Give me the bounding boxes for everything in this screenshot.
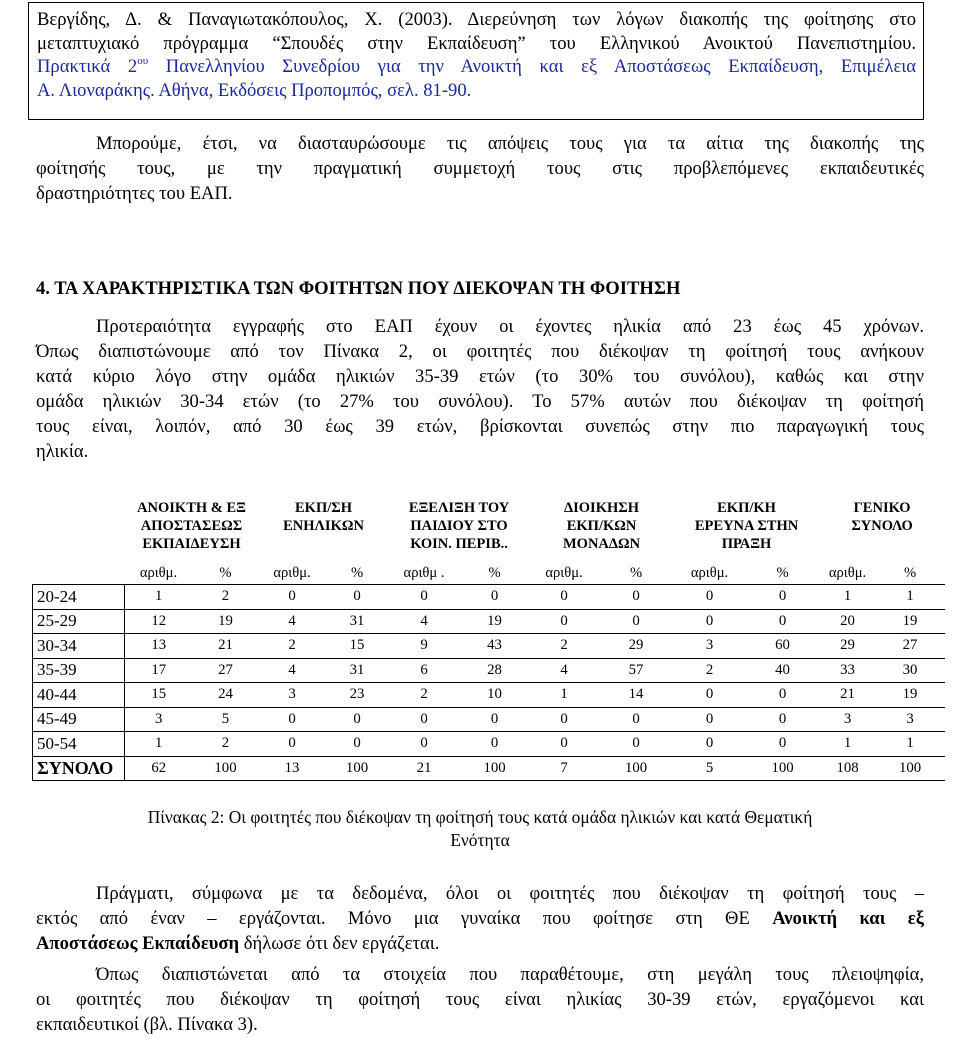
age-group-label: 30-34 [33,634,125,659]
column-group-header-line: ΕΚΠ/ΚΩΝ [566,518,637,534]
percent-cell: 0 [746,683,820,708]
paragraph-line: τους είναι, λοιπόν, από 30 έως 39 ετών, βρίσκονται συνεπώς στην πιο παραγωγική τους [36,416,924,437]
percent-cell: 31 [326,658,389,683]
paragraph-line: εκπαιδευτικοί (βλ. Πίνακα 3). [36,1014,258,1035]
percent-cell: 100 [193,756,259,781]
count-cell: 108 [820,756,876,781]
percent-cell: 0 [326,732,389,757]
percent-cell: 19 [193,609,259,634]
count-unit-header: αριθμ . [389,563,460,585]
paragraph-line: κατά κύριο λόγο στην ομάδα ηλικιών 35-39 ετών (το 30% του συνόλου), καθώς και στην [36,366,924,387]
citation-text: Πανελληνίου Συνεδρίου για την Ανοικτή και εξ Αποστάσεως Εκπαίδευση, Επιμέλεια [148,56,916,77]
intro-paragraph [36,131,924,206]
paragraph-text: εκτός από έναν – εργάζονται. Μόνο μια γυναίκα που φοίτησε στη ΘΕ [36,908,773,929]
percent-cell: 19 [460,609,530,634]
percent-cell: 1 [876,585,945,610]
percent-unit-header: % [326,563,389,585]
percent-cell: 60 [746,634,820,659]
count-cell: 0 [259,732,326,757]
age-group-label: 45-49 [33,707,125,732]
count-cell: 0 [530,732,599,757]
paragraph-line: Πράγματι, σύμφωνα με τα δεδομένα, όλοι οι φοιτητές που διέκοψαν τη φοίτησή τους – [96,883,924,904]
closing-paragraph-2 [36,962,924,1037]
column-group-header-line: ΜΟΝΑΔΩΝ [563,536,641,552]
count-cell: 4 [259,658,326,683]
column-group-header [674,497,820,563]
percent-cell: 0 [460,707,530,732]
count-cell: 13 [125,634,193,659]
paragraph-line: Μπορούμε, έτσι, να διασταυρώσουμε τις απόψεις τους για τα αίτια της διακοπής της [96,133,924,154]
column-group-header-line: ΕΞΕΛΙΞΗ ΤΟΥ [408,500,510,516]
closing-paragraph-1 [36,881,924,956]
count-cell: 9 [389,634,460,659]
column-group-header-line: ΕΚΠ/ΚΗ [717,500,776,516]
percent-cell: 0 [599,609,674,634]
table-row [33,756,945,781]
count-cell: 7 [530,756,599,781]
citation-box [28,2,924,120]
count-cell: 0 [389,585,460,610]
percent-cell: 100 [326,756,389,781]
citation-line: Βεργίδης, Δ. & Παναγιωτακόπουλος, Χ. (2003). Διερεύνηση των λόγων διακοπής της φοίτησης στο [37,9,916,30]
count-cell: 3 [674,634,746,659]
table-row [33,732,945,757]
percent-cell: 0 [599,707,674,732]
count-cell: 5 [674,756,746,781]
citation-text: Πρακτικά 2 [37,56,138,77]
column-group-header-line: ΑΝΟΙΚΤΗ & ΕΞ [137,500,246,516]
count-cell: 4 [259,609,326,634]
count-cell: 2 [674,658,746,683]
table-row [33,683,945,708]
age-group-label: 25-29 [33,609,125,634]
column-group-header-line: ΕΡΕΥΝΑ ΣΤΗΝ [694,518,799,534]
percent-unit-header: % [746,563,820,585]
count-cell: 0 [530,707,599,732]
count-cell: 21 [820,683,876,708]
count-cell: 0 [259,585,326,610]
paragraph-line: Προτεραιότητα εγγραφής στο ΕΑΠ έχουν οι έχοντες ηλικία από 23 έως 45 χρόνων. [96,316,924,337]
count-unit-header: αριθμ. [259,563,326,585]
bold-course-name: Αποστάσεως Εκπαίδευση [36,933,240,954]
column-group-header-line: ΑΠΟΣΤΑΣΕΩΣ [140,518,243,534]
percent-cell: 21 [193,634,259,659]
table-corner [33,563,125,585]
table-body [33,585,945,781]
percent-cell: 43 [460,634,530,659]
percent-cell: 2 [193,585,259,610]
age-group-label: 40-44 [33,683,125,708]
count-cell: 1 [820,585,876,610]
paragraph-line: ηλικία. [36,441,89,462]
paragraph-text: δήλωσε ότι δεν εργάζεται. [239,933,440,954]
count-cell: 3 [820,707,876,732]
percent-cell: 15 [326,634,389,659]
paragraph-line: Όπως διαπιστώνεται από τα στοιχεία που παραθέτουμε, στη μεγάλη τους πλειοψηφία, [96,964,924,985]
count-cell: 2 [259,634,326,659]
percent-cell: 0 [460,585,530,610]
age-group-label: 20-24 [33,585,125,610]
count-cell: 0 [389,707,460,732]
column-group-header-line: ΣΥΝΟΛΟ [851,518,913,534]
percent-cell: 10 [460,683,530,708]
percent-cell: 28 [460,658,530,683]
percent-cell: 0 [326,707,389,732]
bold-course-name: Ανοικτή και εξ [772,908,924,929]
percent-cell: 0 [746,732,820,757]
citation-line: Α. Λιοναράκης. Αθήνα, Εκδόσεις Προπομπός, σελ. 81-90. [37,79,472,101]
table-caption [36,806,924,852]
count-cell: 2 [389,683,460,708]
count-cell: 33 [820,658,876,683]
percent-cell: 19 [876,609,945,634]
section-heading: 4. ΤΑ ΧΑΡΑΚΤΗΡΙΣΤΙΚΑ ΤΩΝ ΦΟΙΤΗΤΩΝ ΠΟΥ ΔΙΕΚΟΨΑΝ ΤΗ ΦΟΙΤΗΣΗ [36,278,681,299]
count-cell: 1 [125,732,193,757]
percent-unit-header: % [599,563,674,585]
column-group-header-line: ΕΝΗΛΙΚΩΝ [283,518,364,534]
paragraph-line: φοίτησής τους, με την πραγματική συμμετοχή τους στις προβλεπόμενες εκπαιδευτικές [36,158,924,179]
count-cell: 3 [125,707,193,732]
paragraph-line: ομάδα ηλικιών 30-34 ετών (το 27% του συνόλου). Το 57% αυτών που διέκοψαν τη φοίτησή [36,391,924,412]
table-row [33,585,945,610]
column-group-header-line: ΠΡΑΞΗ [721,536,772,552]
percent-cell: 0 [746,609,820,634]
count-cell: 21 [389,756,460,781]
paragraph-line [36,931,924,956]
percent-cell: 29 [599,634,674,659]
column-group-header-line: ΔΙΟΙΚΗΣΗ [564,500,640,516]
percent-unit-header: % [193,563,259,585]
percent-cell: 100 [460,756,530,781]
column-group-header [389,497,530,563]
count-cell: 1 [530,683,599,708]
percent-cell: 100 [599,756,674,781]
count-cell: 4 [530,658,599,683]
count-cell: 12 [125,609,193,634]
count-cell: 1 [125,585,193,610]
count-cell: 0 [674,609,746,634]
percent-cell: 57 [599,658,674,683]
paragraph-line: οι φοιτητές που διέκοψαν τη φοίτησή τους είναι ηλικίας 30-39 ετών, εργαζόμενοι και [36,989,924,1010]
table-group-header-row [33,497,945,563]
count-unit-header: αριθμ. [674,563,746,585]
count-cell: 15 [125,683,193,708]
count-cell: 20 [820,609,876,634]
count-unit-header: αριθμ. [820,563,876,585]
percent-cell: 40 [746,658,820,683]
count-cell: 17 [125,658,193,683]
paragraph-line: δραστηριότητες του ΕΑΠ. [36,183,233,204]
percent-cell: 0 [746,707,820,732]
count-cell: 0 [530,609,599,634]
count-cell: 4 [389,609,460,634]
percent-cell: 30 [876,658,945,683]
column-group-header-line: ΕΚΠΑΙΔΕΥΣΗ [142,536,241,552]
percent-cell: 27 [193,658,259,683]
column-group-header-line: ΕΚΠ/ΣΗ [295,500,353,516]
caption-line: Ενότητα [450,830,510,850]
percent-cell: 2 [193,732,259,757]
table-row [33,634,945,659]
column-group-header [530,497,674,563]
count-cell: 1 [820,732,876,757]
percent-cell: 0 [599,732,674,757]
count-cell: 0 [389,732,460,757]
count-cell: 0 [530,585,599,610]
count-cell: 3 [259,683,326,708]
caption-line: Πίνακας 2: Οι φοιτητές που διέκοψαν τη φοίτησή τους κατά ομάδα ηλικιών και κατά Θεματική [147,807,813,827]
percent-cell: 3 [876,707,945,732]
percent-unit-header: % [876,563,945,585]
percent-cell: 100 [876,756,945,781]
table-unit-header-row [33,563,945,585]
count-cell: 0 [674,707,746,732]
percent-cell: 100 [746,756,820,781]
percent-cell: 5 [193,707,259,732]
percent-cell: 0 [326,585,389,610]
percent-cell: 23 [326,683,389,708]
percent-cell: 14 [599,683,674,708]
age-group-label: 50-54 [33,732,125,757]
percent-cell: 0 [460,732,530,757]
column-group-header-line: ΚΟΙΝ. ΠΕΡΙΒ.. [410,536,508,552]
percent-cell: 31 [326,609,389,634]
percent-cell: 0 [746,585,820,610]
paragraph-line [36,906,924,931]
count-cell: 62 [125,756,193,781]
citation-line [37,55,916,79]
percent-cell: 0 [599,585,674,610]
percent-cell: 24 [193,683,259,708]
table-row [33,707,945,732]
table-corner [33,497,125,563]
count-cell: 13 [259,756,326,781]
column-group-header [125,497,259,563]
table-row [33,609,945,634]
dropout-age-table [32,497,945,781]
paragraph-line: Όπως διαπιστώνουμε από τον Πίνακα 2, οι φοιτητές που διέκοψαν τη φοίτησή τους ανήκουν [36,341,924,362]
count-cell: 6 [389,658,460,683]
column-group-header-line: ΠΑΙΔΙΟΥ ΣΤΟ [410,518,508,534]
column-group-header-line: ΓΕΝΙΚΟ [853,500,911,516]
percent-cell: 19 [876,683,945,708]
count-cell: 2 [530,634,599,659]
count-unit-header: αριθμ. [530,563,599,585]
table-row [33,658,945,683]
age-group-label: 35-39 [33,658,125,683]
citation-line: μεταπτυχιακό πρόγραμμα “Σπουδές στην Εκπαίδευση” του Ελληνικού Ανοικτού Πανεπιστημίου. [37,32,916,54]
section-paragraph [36,314,924,464]
count-unit-header: αριθμ. [125,563,193,585]
count-cell: 0 [674,732,746,757]
age-group-label: ΣΥΝΟΛΟ [33,756,125,781]
count-cell: 29 [820,634,876,659]
count-cell: 0 [259,707,326,732]
percent-cell: 27 [876,634,945,659]
column-group-header [259,497,389,563]
count-cell: 0 [674,683,746,708]
count-cell: 0 [674,585,746,610]
percent-unit-header: % [460,563,530,585]
column-group-header [820,497,945,563]
percent-cell: 1 [876,732,945,757]
citation-superscript: ου [137,54,149,67]
